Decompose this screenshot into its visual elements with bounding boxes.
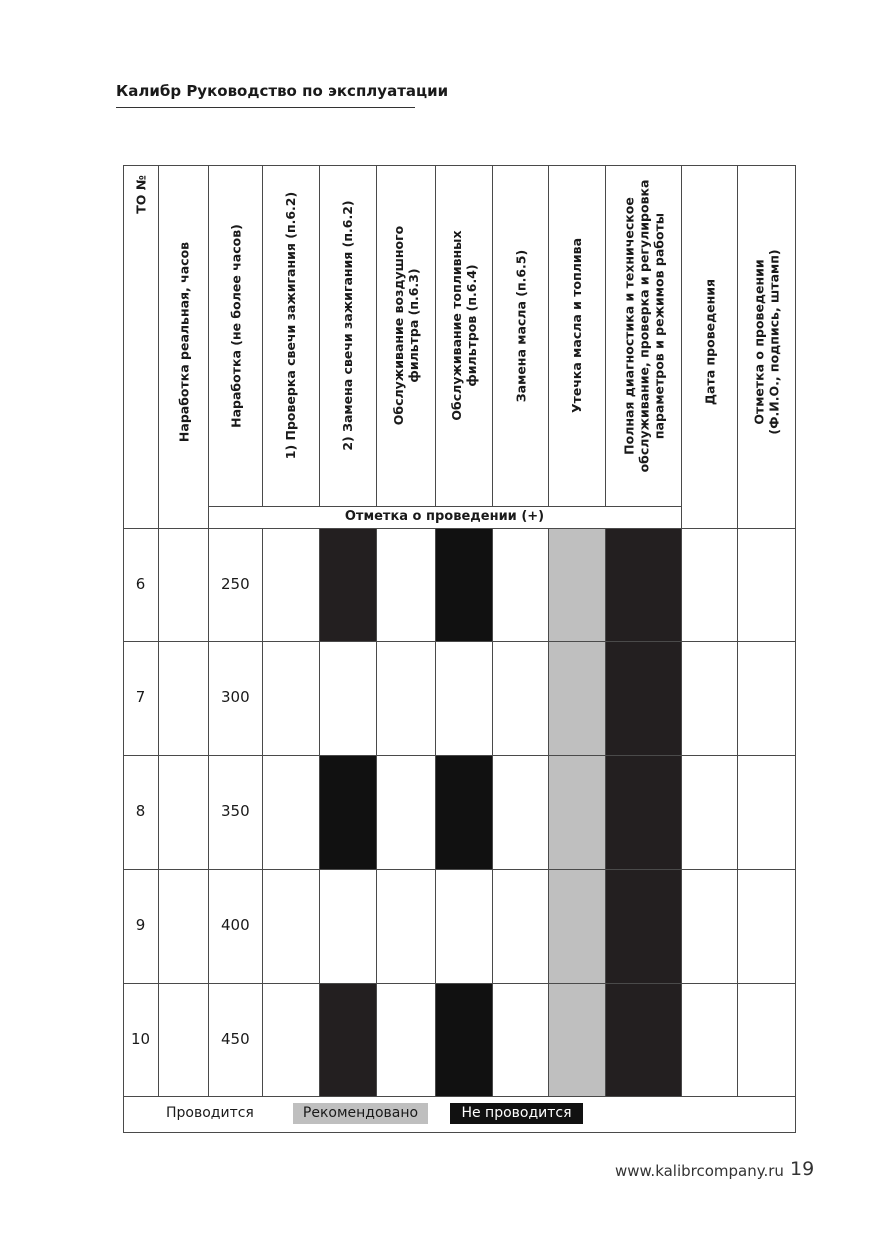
legend-not-performed: Не проводится: [450, 1103, 583, 1124]
grid-line: [605, 528, 606, 1097]
grid-line: [262, 528, 263, 1097]
grid-line: [123, 1132, 796, 1133]
legend-performed: Проводится: [166, 1105, 254, 1121]
column-header-line: Утечка масла и топлива: [569, 237, 584, 414]
status-cell: [548, 755, 605, 869]
grid-line: [435, 165, 436, 507]
row-hours: 300: [221, 688, 250, 706]
grid-line: [376, 165, 377, 507]
status-cell: [605, 528, 681, 641]
status-cell: [319, 755, 376, 869]
grid-line: [123, 755, 796, 756]
grid-line: [605, 165, 606, 507]
column-header-line: (Ф.И.О., подпись, штамп): [766, 248, 781, 435]
status-cell: [435, 983, 492, 1096]
grid-line: [123, 1096, 796, 1097]
row-number: 10: [130, 1029, 151, 1048]
column-header-line: фильтра (п.6.3): [405, 268, 421, 383]
status-cell: [605, 869, 681, 983]
column-header: [322, 175, 373, 476]
column-header-line: Дата проведения: [701, 278, 717, 405]
status-cell: [605, 983, 681, 1096]
column-header-line: 2) Замена свечи зажигания (п.6.2): [340, 200, 355, 451]
column-header: [211, 175, 259, 476]
column-header-line: ТО №: [133, 175, 148, 214]
column-header: [495, 175, 545, 476]
grid-line: [123, 983, 796, 984]
column-header-line: Наработка (не более часов): [227, 223, 243, 428]
status-cell: [605, 755, 681, 869]
column-header-line: Обслуживание воздушного: [390, 225, 406, 426]
grid-line: [319, 528, 320, 1097]
status-cell: [548, 641, 605, 755]
grid-line: [123, 165, 124, 1133]
row-number: 9: [135, 916, 146, 934]
column-header: [608, 175, 678, 476]
grid-line: [795, 165, 796, 1133]
status-cell: [319, 983, 376, 1096]
column-header: [161, 175, 205, 508]
row-hours: 350: [221, 802, 250, 820]
status-cell: [435, 528, 492, 641]
grid-line: [492, 528, 493, 1097]
column-header-line: Обслуживание топливных: [448, 230, 464, 421]
legend-recommended: Рекомендовано: [293, 1103, 428, 1124]
column-header: [126, 45, 155, 345]
row-hours: 450: [221, 1029, 250, 1048]
column-header: [438, 175, 489, 476]
status-cell: [319, 528, 376, 641]
status-cell: [548, 983, 605, 1096]
row-number: 6: [135, 574, 146, 593]
grid-line: [548, 165, 549, 507]
grid-line: [548, 528, 549, 1097]
column-header-line: обслуживание, проверка и регулировка: [635, 179, 651, 472]
grid-line: [123, 528, 796, 529]
row-number: 8: [135, 802, 146, 820]
header-underline: [116, 107, 415, 108]
status-cell: [548, 528, 605, 641]
footer-website[interactable]: www.kalibrcompany.ru: [615, 1162, 784, 1180]
status-cell: [605, 641, 681, 755]
grid-line: [208, 506, 682, 507]
column-header: [551, 175, 602, 476]
grid-line: [435, 528, 436, 1097]
column-header: [265, 175, 316, 476]
grid-line: [492, 165, 493, 507]
grid-line: [262, 165, 263, 507]
column-header-line: Замена масла (п.6.5): [512, 249, 528, 402]
grid-line: [123, 165, 796, 166]
row-hours: 400: [221, 916, 250, 934]
page-number: 19: [790, 1158, 815, 1180]
row-hours: 250: [221, 574, 250, 593]
grid-line: [376, 528, 377, 1097]
grid-line: [737, 165, 738, 1097]
grid-line: [681, 165, 682, 1097]
column-header-line: параметров и режимов работы: [650, 212, 666, 439]
column-header: [740, 175, 792, 508]
row-number: 7: [135, 688, 146, 706]
grid-line: [319, 165, 320, 507]
column-header-line: Наработка реальная, часов: [175, 241, 191, 442]
column-header-line: Полная диагностика и техническое: [620, 196, 636, 455]
grid-line: [123, 641, 796, 642]
column-header-line: 1) Проверка свечи зажигания (п.6.2): [283, 191, 298, 460]
column-header-line: Отметка о проведении: [751, 258, 766, 425]
grid-line: [123, 869, 796, 870]
column-header-line: фильтров (п.6.4): [463, 264, 479, 387]
column-header: [379, 175, 432, 476]
status-cell: [548, 869, 605, 983]
grid-line: [208, 165, 209, 1097]
document-title: Калибр Руководство по эксплуатации: [116, 82, 449, 100]
grid-line: [158, 165, 159, 1097]
column-header: [684, 175, 734, 508]
status-cell: [435, 755, 492, 869]
mark-label: Отметка о проведении (+): [344, 509, 545, 524]
